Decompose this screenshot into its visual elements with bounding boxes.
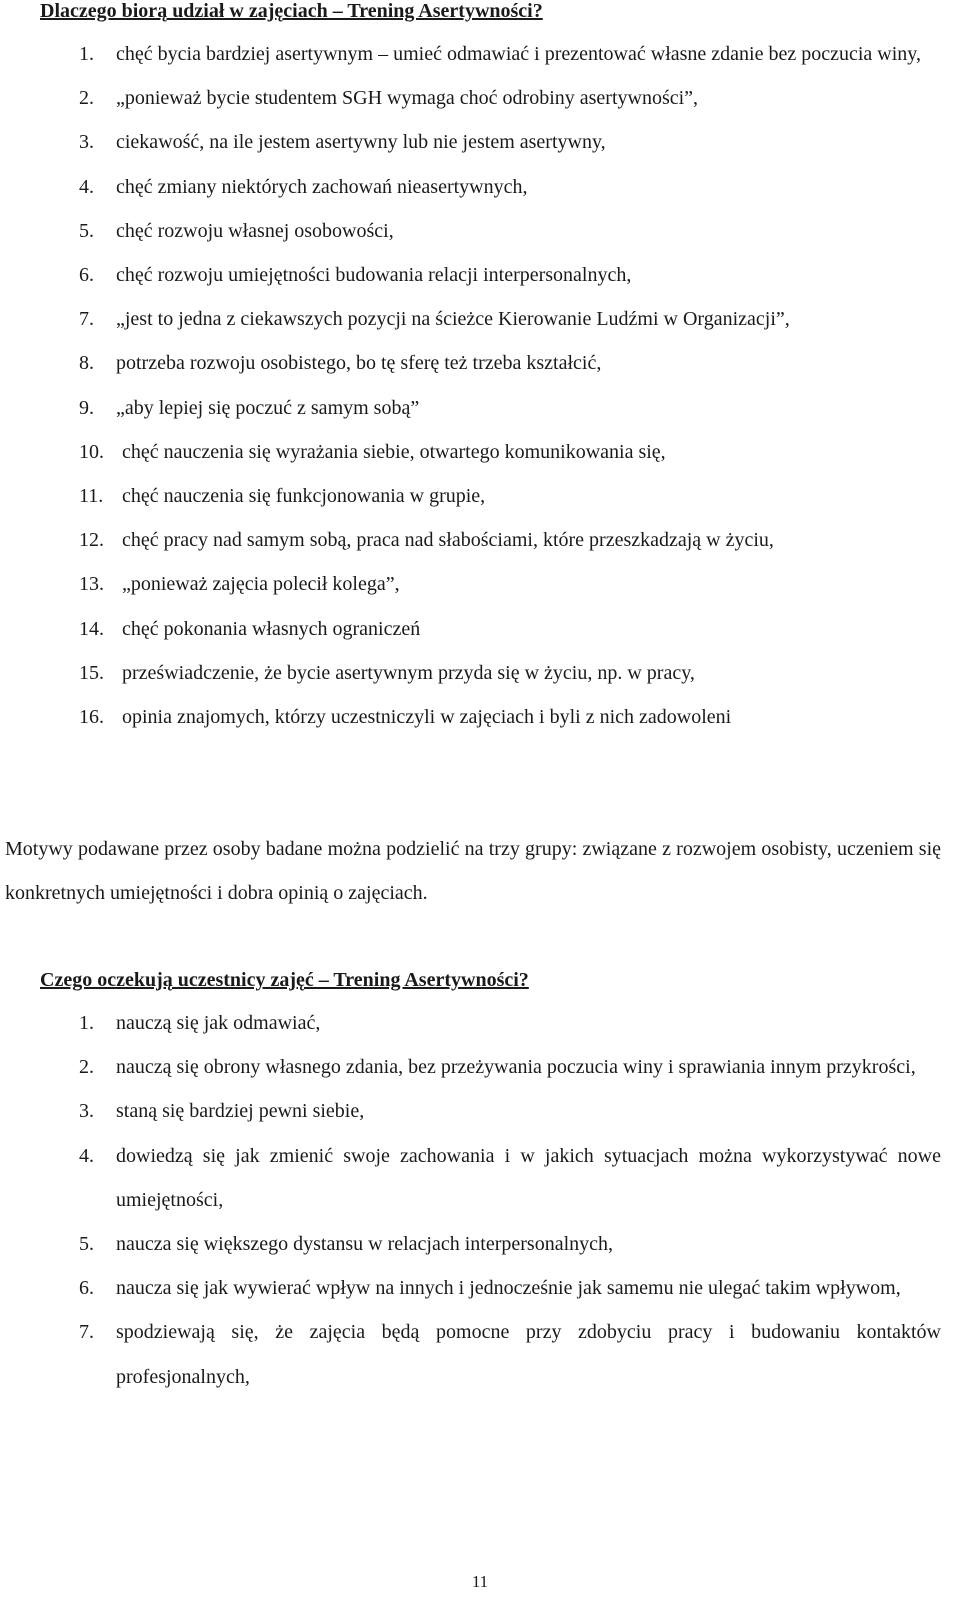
list-item: [79, 518, 941, 562]
list-item: [79, 430, 941, 474]
list-item-number: 3.: [79, 131, 94, 154]
list-item-number: 6.: [79, 264, 94, 287]
list-item-number: 6.: [79, 1277, 94, 1300]
list-item-text: ciekawość, na ile jestem asertywny lub nie jestem asertywny,: [116, 131, 606, 154]
list-item-text: „ponieważ bycie studentem SGH wymaga choć odrobiny asertywności”,: [116, 87, 699, 110]
list-item-number: 2.: [79, 1056, 94, 1079]
list-item: [79, 562, 941, 606]
list-item-text: chęć pracy nad samym sobą, praca nad słabościami, które przeszkadzają w życiu,: [122, 529, 774, 552]
list-item: [79, 386, 941, 430]
list-item-text: chęć bycia bardziej asertywnym – umieć odmawiać i prezentować własne zdanie bez poczucia winy,: [116, 43, 921, 65]
list-item: [79, 1001, 941, 1045]
list-item: [79, 474, 941, 518]
list-item-number: 14.: [79, 617, 104, 640]
list-item-text: „ponieważ zajęcia polecił kolega”,: [122, 573, 400, 596]
list-item: [79, 341, 941, 385]
list-item-text: „aby lepiej się poczuć z samym sobą”: [116, 396, 420, 419]
list-item-number: 15.: [79, 661, 104, 684]
page-number: 11: [471, 1572, 489, 1591]
list-item: [79, 1089, 941, 1133]
reasons-list: [79, 32, 941, 739]
list-item-text: dowiedzą się jak zmienić swoje zachowania i w jakich sytuacjach można wykorzystywać nowe umiejętności,: [116, 1144, 941, 1211]
list-item-number: 5.: [79, 1233, 94, 1256]
list-item-number: 5.: [79, 219, 94, 242]
list-item-number: 3.: [79, 1100, 94, 1123]
list-item: [79, 32, 941, 76]
list-item-text: przeświadczenie, że bycie asertywnym przyda się w życiu, np. w pracy,: [122, 661, 695, 684]
motives-paragraph: Motywy podawane przez osoby badane można podzielić na trzy grupy: związane z rozwojem osobisty, uczeniem się konkretnych umiejętności i dobra opinią o zajęciach.: [5, 838, 941, 904]
list-item-text: chęć pokonania własnych ograniczeń: [122, 617, 421, 640]
list-item: [79, 120, 941, 164]
list-item-number: 12.: [79, 529, 104, 552]
list-item-number: 8.: [79, 352, 94, 375]
list-item-text: chęć zmiany niektórych zachowań nieasertywnych,: [116, 175, 528, 198]
list-item: [79, 209, 941, 253]
list-item-number: 7.: [79, 308, 94, 331]
list-item: [79, 607, 941, 651]
list-item-number: 2.: [79, 87, 94, 110]
list-item-number: 16.: [79, 706, 104, 729]
section-heading-expectations: Czego oczekują uczestnicy zajęć – Trening Asertywności?: [40, 969, 529, 991]
list-item-text: chęć nauczenia się wyrażania siebie, otwartego komunikowania się,: [122, 440, 666, 463]
list-item: [79, 297, 941, 341]
list-item: [79, 1134, 941, 1222]
list-item-number: 10.: [79, 440, 104, 463]
section-heading-why: Dlaczego biorą udział w zajęciach – Trening Asertywności?: [40, 0, 543, 22]
list-item: [79, 1045, 941, 1089]
expectations-list: [79, 1001, 941, 1399]
list-item-text: staną się bardziej pewni siebie,: [116, 1100, 365, 1123]
list-item-text: spodziewają się, że zajęcia będą pomocne przy zdobyciu pracy i budowaniu kontaktów profesjonalnych,: [116, 1321, 941, 1388]
list-item-number: 11.: [79, 485, 104, 508]
list-item-text: naucza się jak wywierać wpływ na innych i jednocześnie jak samemu nie ulegać takim wpływom,: [116, 1277, 901, 1300]
list-item-text: opinia znajomych, którzy uczestniczyli w zajęciach i byli z nich zadowoleni: [122, 706, 732, 729]
list-item-number: 4.: [79, 1144, 94, 1167]
list-item: [79, 76, 941, 120]
list-item-number: 4.: [79, 175, 94, 198]
list-item: [79, 253, 941, 297]
list-item: [79, 1222, 941, 1266]
list-item-number: 1.: [79, 43, 94, 65]
list-item-text: nauczą się jak odmawiać,: [116, 1012, 321, 1034]
list-item: [79, 651, 941, 695]
list-item-number: 1.: [79, 1012, 94, 1034]
list-item-text: potrzeba rozwoju osobistego, bo tę sferę też trzeba kształcić,: [116, 352, 602, 375]
list-item-number: 7.: [79, 1321, 94, 1344]
list-item: [79, 1310, 941, 1398]
list-item-text: chęć rozwoju własnej osobowości,: [116, 219, 394, 242]
list-item-number: 13.: [79, 573, 104, 596]
list-item: [79, 1266, 941, 1310]
list-item-text: nauczą się obrony własnego zdania, bez przeżywania poczucia winy i sprawiania innym przykrości,: [116, 1056, 916, 1079]
list-item-text: „jest to jedna z ciekawszych pozycji na ścieżce Kierowanie Ludźmi w Organizacji”,: [116, 308, 790, 331]
list-item-text: naucza się większego dystansu w relacjach interpersonalnych,: [116, 1233, 614, 1256]
list-item-text: chęć nauczenia się funkcjonowania w grupie,: [122, 485, 486, 508]
list-item: [79, 165, 941, 209]
list-item-number: 9.: [79, 396, 94, 419]
list-item: [79, 695, 941, 739]
list-item-text: chęć rozwoju umiejętności budowania relacji interpersonalnych,: [116, 264, 632, 287]
